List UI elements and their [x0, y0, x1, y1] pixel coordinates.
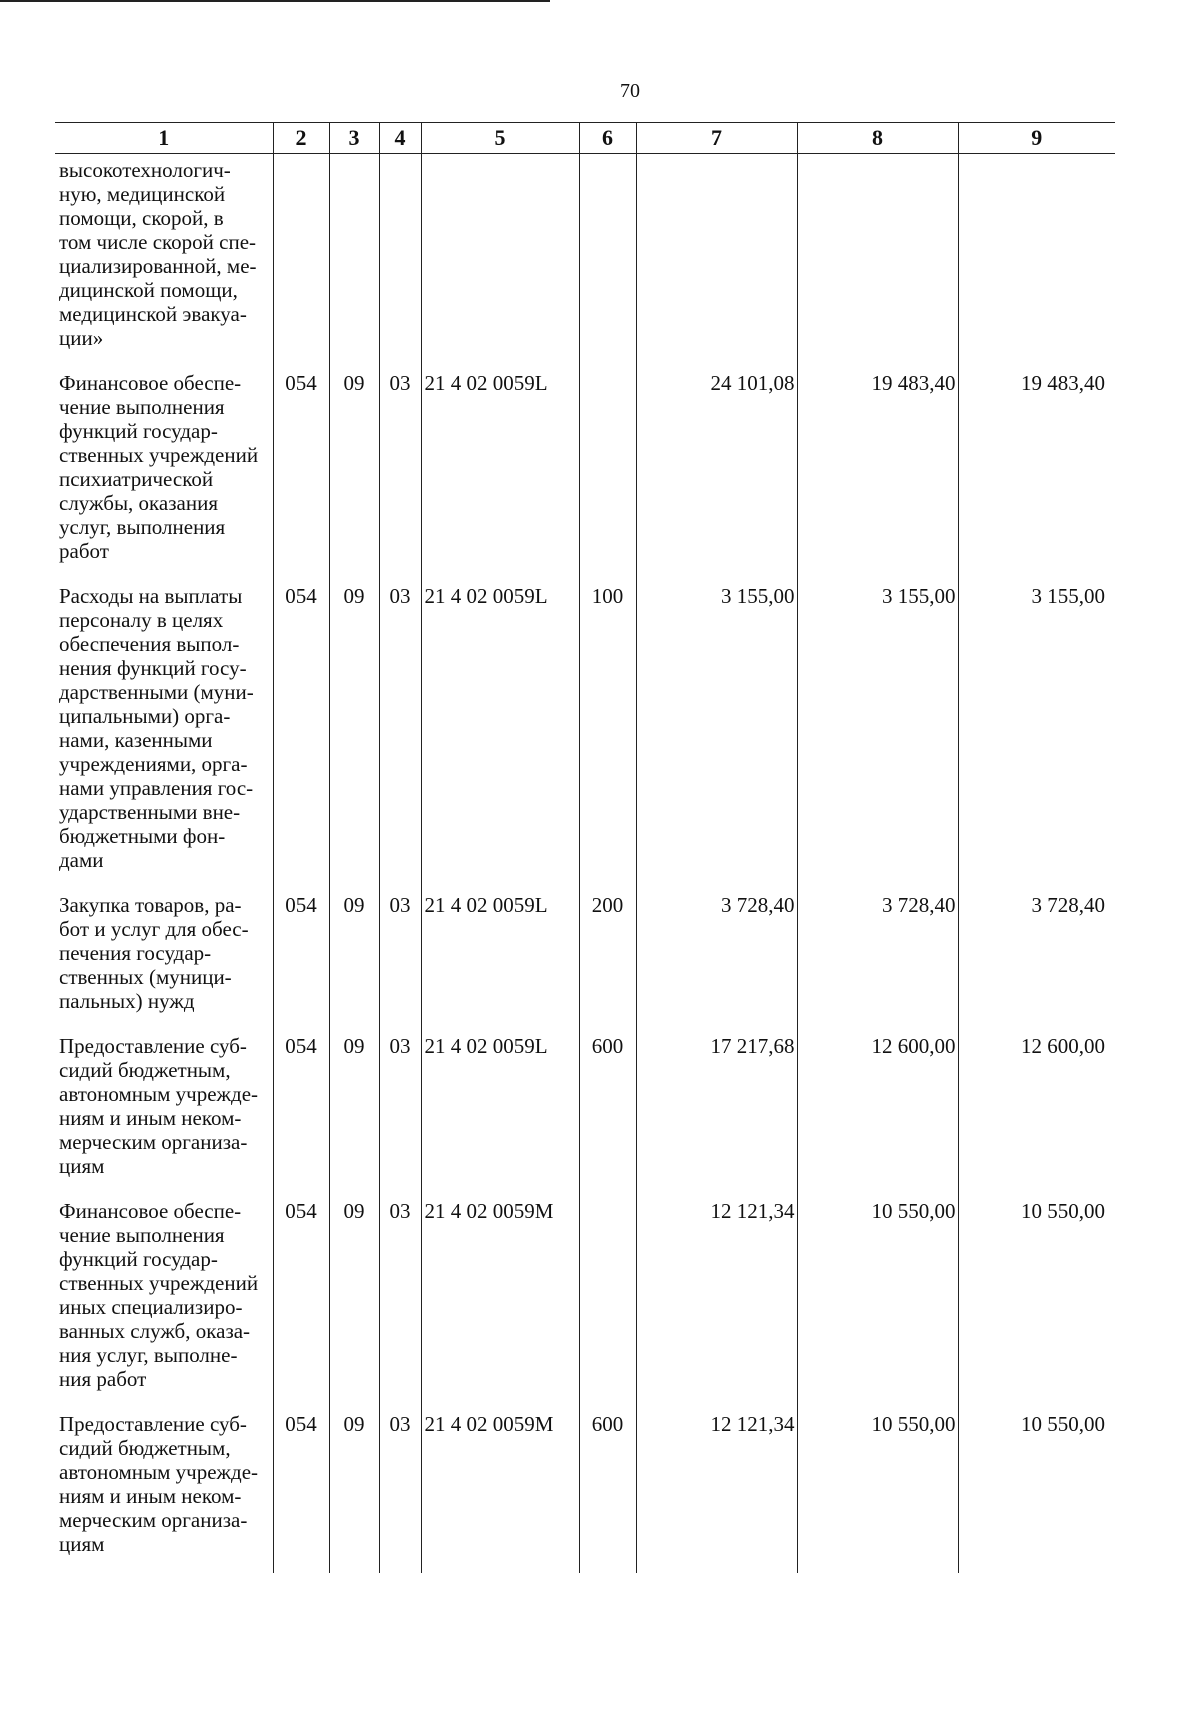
description-line: Предоставление суб- — [59, 1034, 247, 1058]
amount-col-8: 10 550,00 — [797, 1408, 958, 1573]
amount-col-7: 24 101,08 — [636, 367, 797, 580]
description-line: ния услуг, выполне- — [59, 1343, 238, 1367]
table-row — [55, 580, 1115, 889]
column-header-2: 2 — [273, 123, 329, 154]
ministry-code — [273, 154, 329, 368]
row-description — [55, 1030, 273, 1195]
section-code: 09 — [329, 1408, 379, 1573]
description-line: Финансовое обеспе- — [59, 1199, 242, 1223]
description-line: Расходы на выплаты — [59, 584, 243, 608]
description-line: печения государ- — [59, 941, 212, 965]
description-line: дарственными (муни- — [59, 680, 254, 704]
subsection-code: 03 — [379, 1408, 421, 1573]
description-line: персоналу в целях — [59, 608, 224, 632]
amount-col-7 — [636, 154, 797, 368]
description-line: нения функций госу- — [59, 656, 247, 680]
target-article-code: 21 4 02 0059L — [421, 580, 579, 889]
amount-col-9: 3 155,00 — [958, 580, 1115, 889]
target-article-code: 21 4 02 0059L — [421, 1030, 579, 1195]
amount-col-8: 19 483,40 — [797, 367, 958, 580]
column-header-4: 4 — [379, 123, 421, 154]
expense-type-code — [579, 154, 636, 368]
amount-col-7: 3 155,00 — [636, 580, 797, 889]
description-line: Финансовое обеспе- — [59, 371, 242, 395]
amount-col-8: 3 728,40 — [797, 889, 958, 1030]
target-article-code: 21 4 02 0059M — [421, 1408, 579, 1573]
amount-col-7: 3 728,40 — [636, 889, 797, 1030]
column-header-8: 8 — [797, 123, 958, 154]
section-code — [329, 154, 379, 368]
column-header-3: 3 — [329, 123, 379, 154]
description-line: помощи, скорой, в — [59, 206, 224, 230]
description-line: автономным учрежде- — [59, 1082, 259, 1106]
subsection-code: 03 — [379, 1195, 421, 1408]
subsection-code: 03 — [379, 580, 421, 889]
description-line: психиатрической — [59, 467, 214, 491]
ministry-code: 054 — [273, 580, 329, 889]
description-line: автономным учрежде- — [59, 1460, 259, 1484]
section-code: 09 — [329, 1195, 379, 1408]
description-line: ниям и иным неком- — [59, 1106, 242, 1130]
description-line: функций государ- — [59, 419, 218, 443]
expense-type-code — [579, 1195, 636, 1408]
amount-col-8: 3 155,00 — [797, 580, 958, 889]
expense-type-code: 600 — [579, 1030, 636, 1195]
description-line: ную, медицинской — [59, 182, 226, 206]
description-line: чение выполнения — [59, 395, 225, 419]
description-line: бюджетными фон- — [59, 824, 226, 848]
description-line: ственных учреждений — [59, 443, 259, 467]
description-line: мерческим организа- — [59, 1130, 248, 1154]
table-row — [55, 1408, 1115, 1573]
ministry-code: 054 — [273, 889, 329, 1030]
row-description — [55, 889, 273, 1030]
scan-top-border-line — [0, 0, 550, 2]
description-line: функций государ- — [59, 1247, 218, 1271]
description-line: мерческим организа- — [59, 1508, 248, 1532]
description-line: ции» — [59, 326, 104, 350]
description-line: услуг, выполнения — [59, 515, 226, 539]
description-line: Закупка товаров, ра- — [59, 893, 242, 917]
amount-col-8: 12 600,00 — [797, 1030, 958, 1195]
amount-col-8 — [797, 154, 958, 368]
row-description — [55, 1408, 273, 1573]
column-header-6: 6 — [579, 123, 636, 154]
table-header-row — [55, 123, 1115, 154]
target-article-code — [421, 154, 579, 368]
description-line: иных специализиро- — [59, 1295, 243, 1319]
section-code: 09 — [329, 1030, 379, 1195]
expense-type-code — [579, 367, 636, 580]
ministry-code: 054 — [273, 1195, 329, 1408]
description-line: службы, оказания — [59, 491, 219, 515]
amount-col-9: 3 728,40 — [958, 889, 1115, 1030]
amount-col-9: 12 600,00 — [958, 1030, 1115, 1195]
description-line: обеспечения выпол- — [59, 632, 240, 656]
amount-col-8: 10 550,00 — [797, 1195, 958, 1408]
page-number: 70 — [620, 80, 640, 102]
budget-table — [55, 122, 1115, 1573]
description-line: сидий бюджетным, — [59, 1058, 231, 1082]
description-line: пальных) нужд — [59, 989, 195, 1013]
section-code: 09 — [329, 889, 379, 1030]
section-code: 09 — [329, 367, 379, 580]
table-row — [55, 1030, 1115, 1195]
description-line: том числе скорой спе- — [59, 230, 257, 254]
amount-col-7: 12 121,34 — [636, 1408, 797, 1573]
section-code: 09 — [329, 580, 379, 889]
description-line: ударственными вне- — [59, 800, 241, 824]
ministry-code: 054 — [273, 1030, 329, 1195]
row-description — [55, 367, 273, 580]
amount-col-7: 12 121,34 — [636, 1195, 797, 1408]
description-line: Предоставление суб- — [59, 1412, 247, 1436]
table-row — [55, 367, 1115, 580]
table-body — [55, 154, 1115, 1574]
description-line: медицинской эвакуа- — [59, 302, 247, 326]
target-article-code: 21 4 02 0059M — [421, 1195, 579, 1408]
description-line: циям — [59, 1532, 105, 1556]
description-line: циям — [59, 1154, 105, 1178]
description-line: ниям и иным неком- — [59, 1484, 242, 1508]
column-header-5: 5 — [421, 123, 579, 154]
ministry-code: 054 — [273, 1408, 329, 1573]
row-description — [55, 580, 273, 889]
ministry-code: 054 — [273, 367, 329, 580]
description-line: ственных учреждений — [59, 1271, 259, 1295]
expense-type-code: 200 — [579, 889, 636, 1030]
subsection-code — [379, 154, 421, 368]
target-article-code: 21 4 02 0059L — [421, 367, 579, 580]
description-line: циализированной, ме- — [59, 254, 257, 278]
amount-col-9: 10 550,00 — [958, 1408, 1115, 1573]
description-line: работ — [59, 539, 109, 563]
table-row — [55, 1195, 1115, 1408]
description-line: нами управления гос- — [59, 776, 254, 800]
description-line: нами, казенными — [59, 728, 213, 752]
description-line: ванных служб, оказа- — [59, 1319, 251, 1343]
description-line: ципальными) орга- — [59, 704, 231, 728]
subsection-code: 03 — [379, 889, 421, 1030]
description-line: сидий бюджетным, — [59, 1436, 231, 1460]
description-line: дами — [59, 848, 104, 872]
column-header-1: 1 — [55, 123, 273, 154]
subsection-code: 03 — [379, 367, 421, 580]
table-row — [55, 889, 1115, 1030]
subsection-code: 03 — [379, 1030, 421, 1195]
description-line: ственных (муници- — [59, 965, 232, 989]
column-header-7: 7 — [636, 123, 797, 154]
description-line: учреждениями, орга- — [59, 752, 248, 776]
description-line: ния работ — [59, 1367, 147, 1391]
row-description — [55, 154, 273, 368]
column-header-9: 9 — [958, 123, 1115, 154]
amount-col-9 — [958, 154, 1115, 368]
description-line: бот и услуг для обес- — [59, 917, 249, 941]
table-row — [55, 154, 1115, 368]
description-line: дицинской помощи, — [59, 278, 238, 302]
expense-type-code: 600 — [579, 1408, 636, 1573]
amount-col-9: 19 483,40 — [958, 367, 1115, 580]
description-line: высокотехнологич- — [59, 158, 231, 182]
description-line: чение выполнения — [59, 1223, 225, 1247]
amount-col-9: 10 550,00 — [958, 1195, 1115, 1408]
amount-col-7: 17 217,68 — [636, 1030, 797, 1195]
target-article-code: 21 4 02 0059L — [421, 889, 579, 1030]
expense-type-code: 100 — [579, 580, 636, 889]
row-description — [55, 1195, 273, 1408]
